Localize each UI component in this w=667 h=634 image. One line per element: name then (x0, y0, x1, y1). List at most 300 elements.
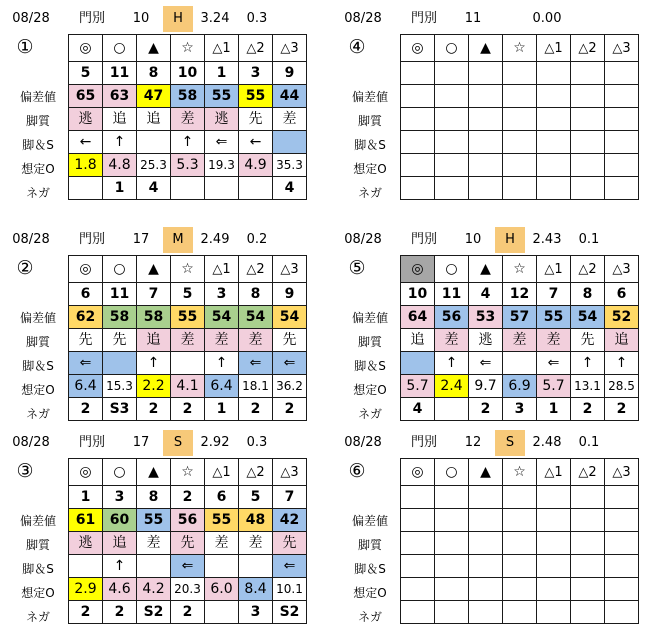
race-block-6 (338, 430, 666, 630)
deviation-cell: 53 (469, 306, 503, 329)
leg-and-speed-cell (401, 352, 435, 375)
row-label: 偏差値 (351, 311, 388, 325)
nega-cell (571, 177, 605, 200)
race-index: 2.92 (200, 435, 230, 450)
leg-and-speed-cell (137, 131, 171, 154)
horse-number-cell: 11 (103, 283, 137, 306)
running-style-cell (537, 108, 571, 131)
est-odds-cell: 9.7 (469, 375, 503, 398)
field-size: 17 (132, 435, 150, 450)
mark-cell: ☆ (171, 256, 205, 283)
deviation-cell: 55 (205, 509, 239, 532)
mark-cell: ◎ (401, 256, 435, 283)
horse-number-cell (503, 486, 537, 509)
nega-cell: 3 (503, 398, 537, 421)
nega-cell: S3 (103, 398, 137, 421)
horse-number-cell (571, 62, 605, 85)
mark-cell: ▲ (137, 256, 171, 283)
prediction-table (68, 458, 307, 624)
horse-number-cell: 1 (205, 62, 239, 85)
horse-number-cell: 3 (103, 486, 137, 509)
running-style-cell: 追 (401, 329, 435, 352)
leg-and-speed-cell (69, 555, 103, 578)
row-label: 偏差値 (19, 514, 56, 528)
nega-cell (205, 177, 239, 200)
horse-number-cell (537, 62, 571, 85)
prediction-table (400, 34, 639, 200)
nega-cell: 4 (273, 177, 307, 200)
deviation-cell: 47 (137, 85, 171, 108)
nega-cell: 2 (103, 601, 137, 624)
horse-number-cell (537, 486, 571, 509)
leg-and-speed-cell (435, 555, 469, 578)
running-style-cell: 追 (137, 329, 171, 352)
grade-badge: H (495, 227, 525, 253)
race-index: 3.24 (200, 11, 230, 26)
deviation-cell: 58 (137, 306, 171, 329)
nega-cell: 4 (137, 177, 171, 200)
nega-cell (537, 177, 571, 200)
race-header (6, 6, 334, 32)
deviation-cell (571, 85, 605, 108)
horse-number-cell: 12 (503, 283, 537, 306)
running-style-cell (605, 108, 639, 131)
nega-cell (605, 177, 639, 200)
est-odds-cell (469, 578, 503, 601)
deviation-cell: 55 (239, 85, 273, 108)
est-odds-cell: 25.3 (137, 154, 171, 177)
running-style-cell (435, 108, 469, 131)
mark-cell: ▲ (137, 35, 171, 62)
running-style-cell (503, 532, 537, 555)
row-label: 偏差値 (19, 90, 56, 104)
deviation-cell (605, 85, 639, 108)
mark-cell: ◎ (401, 459, 435, 486)
deviation-cell: 65 (69, 85, 103, 108)
deviation-cell: 55 (205, 85, 239, 108)
grade-badge: M (163, 227, 193, 253)
mark-cell: △1 (205, 459, 239, 486)
running-style-cell (469, 108, 503, 131)
nega-cell (503, 601, 537, 624)
field-size: 11 (464, 11, 482, 26)
race-date: 08/28 (12, 11, 50, 26)
horse-number-cell (503, 62, 537, 85)
running-style-cell: 先 (69, 329, 103, 352)
row-label: 想定O (353, 586, 387, 600)
running-style-cell: 差 (137, 532, 171, 555)
race-number: ② (16, 257, 34, 279)
est-odds-cell (503, 578, 537, 601)
est-odds-cell: 5.7 (401, 375, 435, 398)
field-size: 10 (132, 11, 150, 26)
leg-and-speed-cell: ⇐ (469, 352, 503, 375)
row-label: 脚質 (25, 538, 50, 552)
race-venue: 門別 (78, 435, 105, 450)
est-odds-cell (401, 578, 435, 601)
deviation-cell (401, 85, 435, 108)
horse-number-cell: 1 (69, 486, 103, 509)
leg-and-speed-cell (103, 352, 137, 375)
horse-number-cell: 7 (537, 283, 571, 306)
leg-and-speed-cell: ↑ (435, 352, 469, 375)
leg-and-speed-cell (435, 131, 469, 154)
leg-and-speed-cell (469, 131, 503, 154)
race-venue: 門別 (410, 11, 437, 26)
grade-badge: H (163, 6, 193, 32)
leg-and-speed-cell (205, 555, 239, 578)
leg-and-speed-cell: ↑ (171, 131, 205, 154)
nega-cell: 3 (239, 601, 273, 624)
mark-cell: △1 (205, 256, 239, 283)
horse-number-cell: 5 (239, 486, 273, 509)
running-style-cell: 差 (503, 329, 537, 352)
row-label: ネガ (25, 186, 50, 200)
leg-and-speed-cell (503, 555, 537, 578)
horse-number-cell (469, 486, 503, 509)
nega-cell: 1 (205, 398, 239, 421)
est-odds-cell: 2.4 (435, 375, 469, 398)
grade-badge (495, 6, 525, 32)
prediction-table (68, 34, 307, 200)
deviation-cell (503, 85, 537, 108)
deviation-cell: 52 (605, 306, 639, 329)
horse-number-cell: 8 (239, 283, 273, 306)
running-style-cell: 逃 (469, 329, 503, 352)
running-style-cell: 先 (239, 108, 273, 131)
nega-cell: S2 (273, 601, 307, 624)
mark-cell: △3 (273, 459, 307, 486)
running-style-cell: 逃 (69, 108, 103, 131)
running-style-cell: 先 (273, 329, 307, 352)
horse-number-cell: 8 (137, 62, 171, 85)
horse-number-cell: 2 (171, 486, 205, 509)
nega-cell: 2 (273, 398, 307, 421)
row-label: 脚質 (25, 114, 50, 128)
deviation-cell: 55 (171, 306, 205, 329)
running-style-cell: 先 (571, 329, 605, 352)
mark-cell: ▲ (469, 256, 503, 283)
horse-number-cell (435, 486, 469, 509)
leg-and-speed-cell (571, 555, 605, 578)
deviation-cell: 60 (103, 509, 137, 532)
deviation-cell: 63 (103, 85, 137, 108)
deviation-cell (537, 509, 571, 532)
leg-and-speed-cell: ↑ (103, 555, 137, 578)
est-odds-cell: 20.3 (171, 578, 205, 601)
deviation-cell: 57 (503, 306, 537, 329)
leg-and-speed-cell: ⇐ (171, 555, 205, 578)
nega-cell: 2 (571, 398, 605, 421)
deviation-cell: 56 (435, 306, 469, 329)
est-odds-cell (537, 578, 571, 601)
est-odds-cell: 4.8 (103, 154, 137, 177)
row-label: 脚＆S (22, 138, 54, 152)
est-odds-cell: 5.7 (537, 375, 571, 398)
deviation-cell: 54 (239, 306, 273, 329)
horse-number-cell: 8 (137, 486, 171, 509)
horse-number-cell: 11 (435, 283, 469, 306)
est-odds-cell: 28.5 (605, 375, 639, 398)
running-style-cell: 追 (103, 532, 137, 555)
leg-and-speed-cell (605, 555, 639, 578)
race-index: 2.48 (532, 435, 562, 450)
est-odds-cell: 19.3 (205, 154, 239, 177)
leg-and-speed-cell: ⇐ (69, 352, 103, 375)
est-odds-cell: 13.1 (571, 375, 605, 398)
nega-cell: 2 (469, 398, 503, 421)
leg-and-speed-cell: ⇐ (537, 352, 571, 375)
running-style-cell (435, 532, 469, 555)
running-style-cell: 先 (273, 532, 307, 555)
horse-number-cell: 10 (401, 283, 435, 306)
horse-number-cell: 9 (273, 283, 307, 306)
running-style-cell: 追 (137, 108, 171, 131)
race-index: 0.00 (532, 11, 562, 26)
est-odds-cell (537, 154, 571, 177)
horse-number-cell: 10 (171, 62, 205, 85)
mark-cell: △2 (239, 459, 273, 486)
row-label: 脚＆S (354, 359, 386, 373)
deviation-cell: 62 (69, 306, 103, 329)
est-odds-cell: 6.4 (205, 375, 239, 398)
prediction-table (400, 255, 639, 421)
leg-and-speed-cell (273, 131, 307, 154)
leg-and-speed-cell (401, 555, 435, 578)
race-header (6, 430, 334, 456)
deviation-cell: 44 (273, 85, 307, 108)
est-odds-cell (401, 154, 435, 177)
leg-and-speed-cell: ↑ (103, 131, 137, 154)
horse-number-cell (571, 486, 605, 509)
race-number: ① (16, 36, 34, 58)
est-odds-cell (605, 578, 639, 601)
est-odds-cell (469, 154, 503, 177)
race-date: 08/28 (344, 232, 382, 247)
mark-cell: △3 (605, 35, 639, 62)
row-label: ネガ (25, 407, 50, 421)
mark-cell: ◎ (69, 35, 103, 62)
row-label: 想定O (353, 383, 387, 397)
horse-number-cell: 3 (205, 283, 239, 306)
running-style-cell (605, 532, 639, 555)
running-style-cell (469, 532, 503, 555)
horse-number-cell: 8 (571, 283, 605, 306)
est-odds-cell: 18.1 (239, 375, 273, 398)
running-style-cell (401, 108, 435, 131)
running-style-cell: 逃 (205, 108, 239, 131)
race-block-2 (338, 6, 666, 206)
mark-cell: △2 (239, 35, 273, 62)
row-label: 想定O (21, 383, 55, 397)
mark-cell: ◎ (401, 35, 435, 62)
leg-and-speed-cell (503, 352, 537, 375)
est-odds-cell: 4.2 (137, 578, 171, 601)
deviation-cell (401, 509, 435, 532)
leg-and-speed-cell (571, 131, 605, 154)
est-odds-cell (435, 154, 469, 177)
mark-cell: ○ (435, 459, 469, 486)
mark-cell: △1 (205, 35, 239, 62)
deviation-cell: 48 (239, 509, 273, 532)
nega-cell: 4 (401, 398, 435, 421)
race-index: 2.49 (200, 232, 230, 247)
race-header (338, 227, 666, 253)
mark-cell: ◎ (69, 256, 103, 283)
nega-cell: 2 (605, 398, 639, 421)
row-label: 脚質 (357, 114, 382, 128)
row-label: ネガ (357, 407, 382, 421)
running-style-cell: 先 (171, 532, 205, 555)
race-sub-index: 0.1 (578, 232, 600, 247)
row-label: 想定O (21, 162, 55, 176)
running-style-cell: 差 (205, 329, 239, 352)
mark-cell: ▲ (469, 35, 503, 62)
mark-cell: ☆ (503, 459, 537, 486)
nega-cell (435, 601, 469, 624)
race-date: 08/28 (344, 435, 382, 450)
nega-cell (571, 601, 605, 624)
deviation-cell (503, 509, 537, 532)
nega-cell (605, 601, 639, 624)
mark-cell: ☆ (171, 35, 205, 62)
deviation-cell: 55 (537, 306, 571, 329)
est-odds-cell: 5.3 (171, 154, 205, 177)
deviation-cell: 58 (103, 306, 137, 329)
nega-cell (171, 177, 205, 200)
race-number: ④ (348, 36, 366, 58)
field-size: 12 (464, 435, 482, 450)
leg-and-speed-cell (537, 131, 571, 154)
running-style-cell: 差 (435, 329, 469, 352)
deviation-cell (469, 509, 503, 532)
est-odds-cell: 36.2 (273, 375, 307, 398)
mark-cell: △3 (605, 459, 639, 486)
running-style-cell (503, 108, 537, 131)
race-date: 08/28 (344, 11, 382, 26)
race-sub-index: 0.1 (578, 435, 600, 450)
mark-cell: △3 (273, 256, 307, 283)
leg-and-speed-cell: ← (69, 131, 103, 154)
horse-number-cell (605, 486, 639, 509)
row-label: 脚質 (357, 538, 382, 552)
race-date: 08/28 (12, 232, 50, 247)
grade-badge: S (495, 430, 525, 456)
est-odds-cell: 4.9 (239, 154, 273, 177)
deviation-cell: 54 (205, 306, 239, 329)
est-odds-cell: 2.2 (137, 375, 171, 398)
est-odds-cell (435, 578, 469, 601)
est-odds-cell: 6.0 (205, 578, 239, 601)
row-label: ネガ (357, 610, 382, 624)
running-style-cell (571, 108, 605, 131)
field-size: 10 (464, 232, 482, 247)
est-odds-cell: 10.1 (273, 578, 307, 601)
mark-cell: ▲ (137, 459, 171, 486)
nega-cell (69, 177, 103, 200)
grade-badge: S (163, 430, 193, 456)
row-label: 脚質 (25, 335, 50, 349)
nega-cell: 1 (537, 398, 571, 421)
leg-and-speed-cell (503, 131, 537, 154)
mark-cell: △1 (537, 256, 571, 283)
leg-and-speed-cell (401, 131, 435, 154)
mark-cell: ○ (103, 459, 137, 486)
mark-cell: △2 (571, 256, 605, 283)
row-label: 脚＆S (22, 359, 54, 373)
running-style-cell: 差 (537, 329, 571, 352)
race-sub-index: 0.3 (246, 435, 268, 450)
leg-and-speed-cell: ↑ (571, 352, 605, 375)
deviation-cell: 54 (273, 306, 307, 329)
horse-number-cell: 6 (605, 283, 639, 306)
deviation-cell: 61 (69, 509, 103, 532)
row-label: 脚＆S (22, 562, 54, 576)
nega-cell: S2 (137, 601, 171, 624)
race-index: 2.43 (532, 232, 562, 247)
horse-number-cell: 6 (69, 283, 103, 306)
row-label: 脚質 (357, 335, 382, 349)
leg-and-speed-cell: ↑ (605, 352, 639, 375)
horse-number-cell (401, 486, 435, 509)
field-size: 17 (132, 232, 150, 247)
running-style-cell: 逃 (69, 532, 103, 555)
nega-cell: 1 (103, 177, 137, 200)
est-odds-cell: 4.1 (171, 375, 205, 398)
leg-and-speed-cell: ⇐ (239, 352, 273, 375)
row-label: 脚＆S (354, 562, 386, 576)
nega-cell: 2 (137, 398, 171, 421)
running-style-cell: 差 (171, 108, 205, 131)
race-number: ③ (16, 460, 34, 482)
est-odds-cell: 8.4 (239, 578, 273, 601)
race-sub-index (569, 6, 609, 32)
deviation-cell: 42 (273, 509, 307, 532)
race-number: ⑥ (348, 460, 366, 482)
running-style-cell: 追 (103, 108, 137, 131)
running-style-cell: 差 (239, 532, 273, 555)
nega-cell (401, 601, 435, 624)
deviation-cell: 58 (171, 85, 205, 108)
horse-number-cell: 7 (137, 283, 171, 306)
est-odds-cell: 2.9 (69, 578, 103, 601)
horse-number-cell: 5 (69, 62, 103, 85)
nega-cell (435, 398, 469, 421)
leg-and-speed-cell (239, 555, 273, 578)
leg-and-speed-cell (469, 555, 503, 578)
horse-number-cell: 11 (103, 62, 137, 85)
race-block-1 (6, 6, 334, 206)
running-style-cell: 差 (239, 329, 273, 352)
race-header (338, 430, 666, 456)
deviation-cell (605, 509, 639, 532)
race-block-3 (6, 227, 334, 427)
leg-and-speed-cell: ↑ (205, 352, 239, 375)
leg-and-speed-cell (605, 131, 639, 154)
leg-and-speed-cell (171, 352, 205, 375)
row-label: 脚＆S (354, 138, 386, 152)
deviation-cell (469, 85, 503, 108)
row-label: 偏差値 (19, 311, 56, 325)
horse-number-cell (435, 62, 469, 85)
leg-and-speed-cell (537, 555, 571, 578)
horse-number-cell (401, 62, 435, 85)
mark-cell: ○ (103, 35, 137, 62)
horse-number-cell: 5 (171, 283, 205, 306)
mark-cell: ◎ (69, 459, 103, 486)
nega-cell (401, 177, 435, 200)
horse-number-cell: 6 (205, 486, 239, 509)
